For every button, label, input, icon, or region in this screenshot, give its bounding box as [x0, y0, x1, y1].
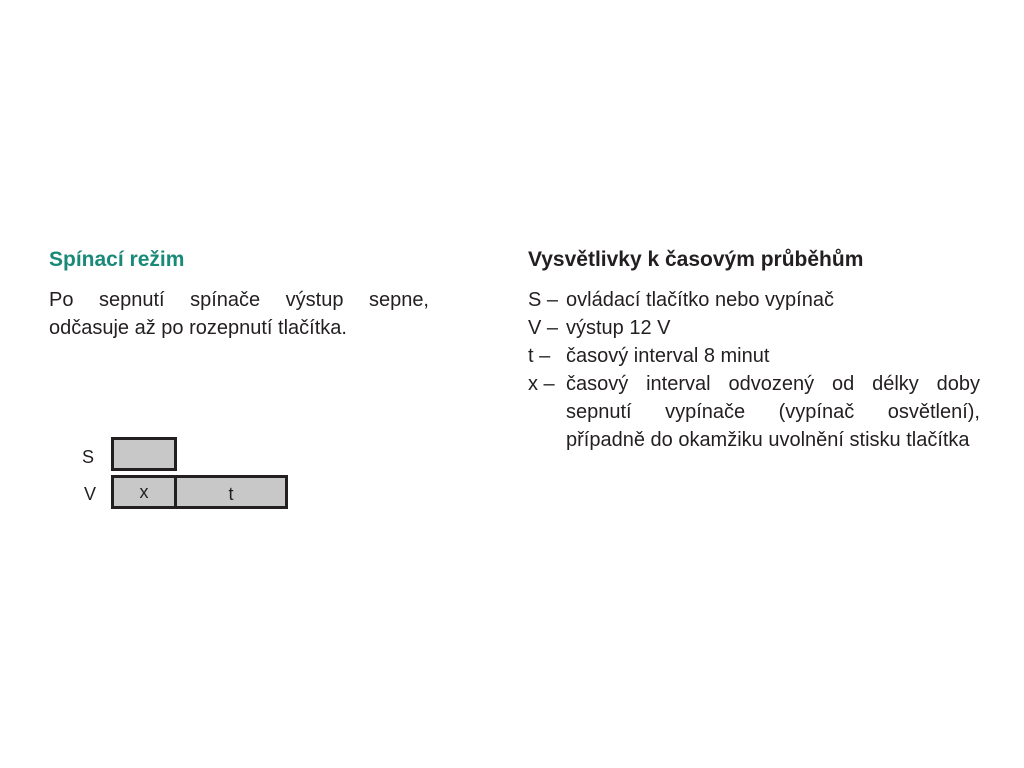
- switching-mode-section: [49, 246, 429, 362]
- legend-text: výstup 12 V: [566, 317, 671, 339]
- legend-list: [528, 286, 980, 454]
- legend-item-x: [528, 370, 980, 454]
- legend-text: časový interval odvozený od délky doby sepnutí vypínače (vypínač osvětlení), případně do okamžiku uvolnění stisku tlačítka: [566, 373, 980, 451]
- legend-key: x –: [528, 373, 555, 395]
- legend-text: ovládací tlačítko nebo vypínač: [566, 289, 834, 311]
- legend-key: S –: [528, 289, 559, 311]
- segment-label-x: x: [139, 482, 149, 502]
- legend-key: t –: [528, 345, 551, 367]
- legend-item-v: [528, 314, 980, 342]
- signal-label-v: V: [84, 484, 97, 504]
- timing-diagram: [82, 436, 302, 516]
- section-heading-switching-mode: Spínací režim: [49, 248, 185, 271]
- segment-label-t: t: [228, 484, 234, 504]
- signal-label-s: S: [82, 447, 95, 467]
- legend-key: V –: [528, 317, 559, 339]
- legend-section: [528, 246, 980, 454]
- signal-s-pulse: [111, 437, 177, 471]
- section-heading-legend: Vysvětlivky k časovým průběhům: [528, 248, 864, 271]
- legend-item-t: [528, 342, 980, 370]
- switching-mode-description: Po sepnutí spínače výstup sepne, odčasuje až po rozepnutí tlačítka.: [49, 289, 429, 339]
- legend-item-s: [528, 286, 980, 314]
- legend-text: časový interval 8 minut: [566, 345, 770, 367]
